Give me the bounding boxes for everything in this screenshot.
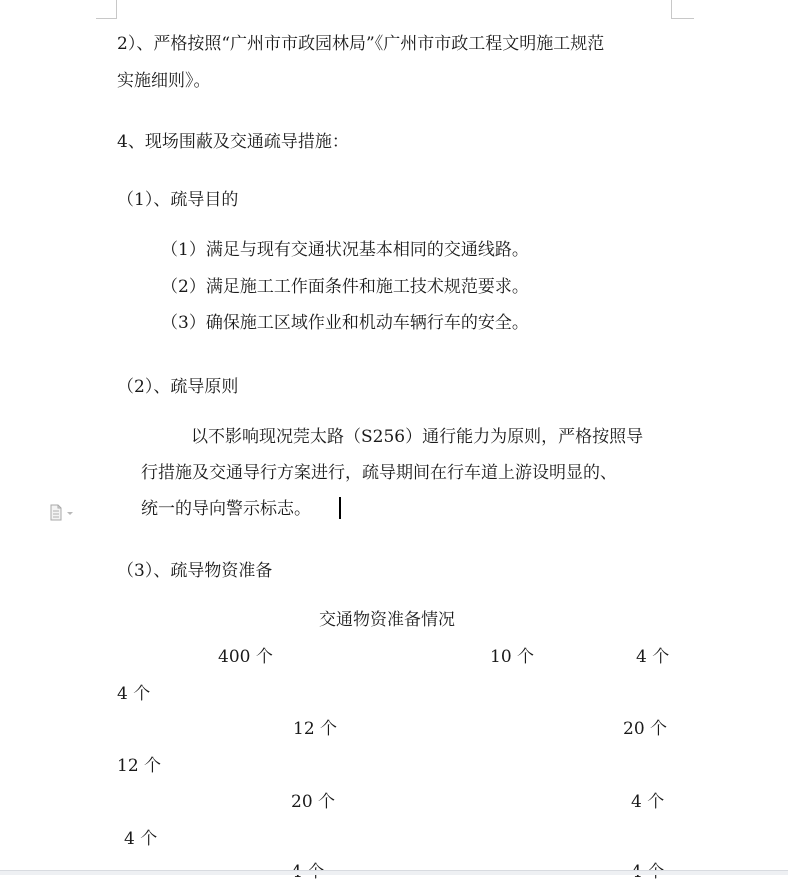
quantity-cell[interactable]: 12 个	[293, 719, 338, 739]
text-cursor	[339, 497, 341, 519]
text-line[interactable]: 2）、严格按照“广州市市政园林局”《广州市市政工程文明施工规范	[117, 34, 605, 54]
quantity-cell[interactable]: 4 个	[124, 829, 158, 849]
text-line[interactable]: 实施细则》。	[117, 71, 211, 91]
quantity-cell[interactable]: 4 个	[117, 684, 151, 704]
margin-mark-top-right	[671, 0, 694, 19]
subsection-heading[interactable]: （2）、疏导原则	[117, 377, 239, 397]
quantity-cell[interactable]: 400 个	[218, 647, 273, 667]
table-title[interactable]: 交通物资准备情况	[319, 610, 455, 630]
quantity-cell[interactable]: 10 个	[490, 647, 535, 667]
section-heading[interactable]: 4、现场围蔽及交通疏导措施：	[117, 132, 349, 152]
list-item[interactable]: （1）满足与现有交通状况基本相同的交通线路。	[161, 240, 529, 260]
page-bottom-edge	[0, 870, 788, 875]
margin-mark-top-left	[96, 0, 117, 19]
quantity-cell[interactable]: 4 个	[631, 792, 665, 812]
quantity-cell[interactable]: 20 个	[623, 719, 668, 739]
quantity-cell[interactable]: 4 个	[636, 647, 670, 667]
subsection-heading[interactable]: （1）、疏导目的	[117, 190, 239, 210]
text-line[interactable]: 行措施及交通导行方案进行，疏导期间在行车道上游设明显的、	[141, 463, 617, 483]
text-line[interactable]: 以不影响现况莞太路（S256）通行能力为原则，严格按照导	[191, 427, 644, 447]
list-item[interactable]: （2）满足施工工作面条件和施工技术规范要求。	[161, 277, 529, 297]
list-item[interactable]: （3）确保施工区域作业和机动车辆行车的安全。	[161, 313, 529, 333]
text-line[interactable]: 统一的导向警示标志。	[141, 499, 311, 519]
quantity-cell[interactable]: 12 个	[117, 756, 162, 776]
quantity-cell[interactable]: 20 个	[291, 792, 336, 812]
subsection-heading[interactable]: （3）、疏导物资准备	[117, 561, 273, 581]
document-icon[interactable]	[48, 504, 78, 522]
